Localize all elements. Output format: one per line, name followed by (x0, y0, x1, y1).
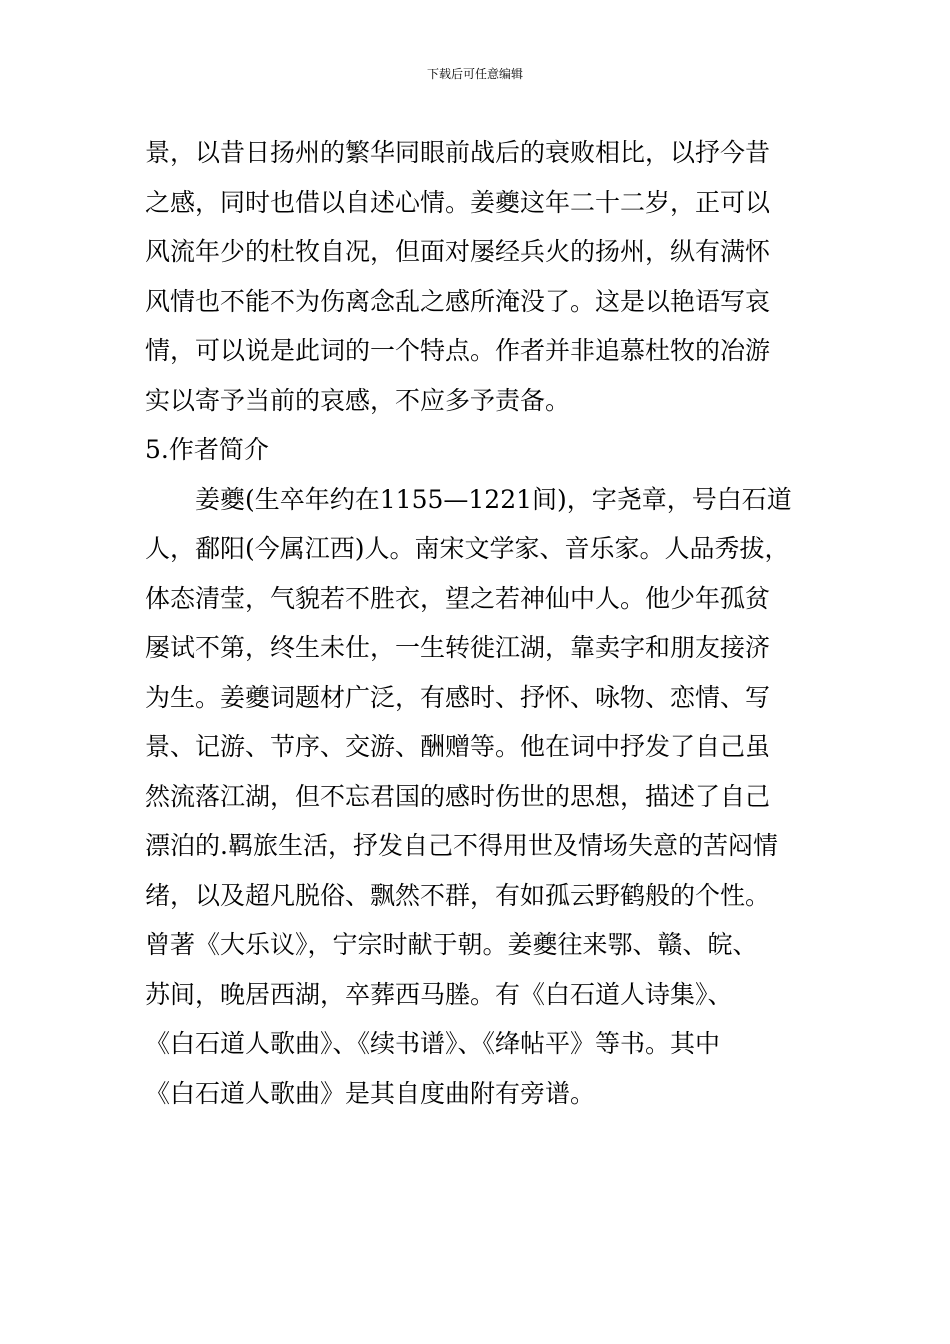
text-line: 景，以昔日扬州的繁华同眼前战后的衰败相比，以抒今昔 (145, 138, 771, 167)
text-line: 景、记游、节序、交游、酬赠等。他在词中抒发了自己虽 (145, 732, 771, 761)
text-line: 然流落江湖，但不忘君国的感时伤世的思想，描述了自己 (145, 781, 771, 811)
text-line: 《白石道人歌曲》、《续书谱》、《绛帖平》等书。其中 (145, 1029, 721, 1058)
paragraph-author-bio (145, 475, 845, 1119)
text-line: 为生。姜夔词题材广泛，有感时、抒怀、咏物、恋情、写 (145, 682, 771, 712)
text-line: 屡试不第，终生未仕，一生转徙江湖，靠卖字和朋友接济 (145, 633, 771, 662)
text-line: 人，鄱阳(今属江西)人。南宋文学家、音乐家。人品秀拔， (145, 534, 790, 563)
paragraph-commentary (145, 128, 845, 425)
text-line: 体态清莹，气貌若不胜衣，望之若神仙中人。他少年孤贫 (145, 583, 771, 613)
text-line: 《白石道人歌曲》是其自度曲附有旁谱。 (145, 1078, 596, 1108)
text-line: 绪，以及超凡脱俗、飘然不群，有如孤云野鹤般的个性。 (145, 880, 771, 910)
section-heading: 5.作者简介 (145, 435, 269, 464)
text-line: 苏间，晚居西湖，卒葬西马塍。有《白石道人诗集》、 (145, 979, 733, 1009)
text-line: 姜夔(生卒年约在1155—1221间)，字尧章，号白石道 (195, 484, 792, 514)
text-line: 风情也不能不为伤离念乱之感所淹没了。这是以艳语写哀 (145, 286, 771, 316)
text-line: 曾著《大乐议》，宁宗时献于朝。姜夔往来鄂、赣、皖、 (145, 930, 758, 959)
text-line: 之感，同时也借以自述心情。姜夔这年二十二岁，正可以 (145, 187, 771, 217)
document-body (145, 128, 845, 1118)
text-line: 漂泊的.羁旅生活，抒发自己不得用世及情场失意的苦闷情 (145, 831, 778, 860)
text-line: 实以寄予当前的哀感，不应多予责备。 (145, 385, 571, 415)
text-line: 风流年少的杜牧自况，但面对屡经兵火的扬州，纵有满怀 (145, 237, 771, 266)
page-header: 下载后可任意编辑 (426, 67, 523, 81)
text-line: 情，可以说是此词的一个特点。作者并非追慕杜牧的冶游 (145, 336, 771, 365)
